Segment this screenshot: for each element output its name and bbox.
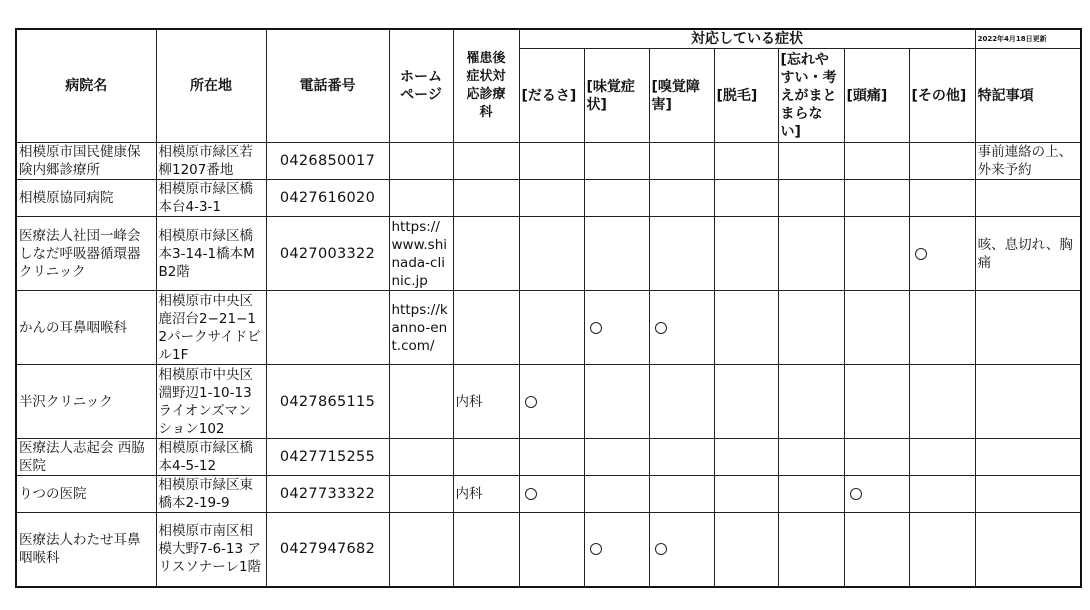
symptom-cell bbox=[778, 180, 844, 217]
symptom-cell bbox=[909, 291, 975, 365]
header-symptom: [頭痛] bbox=[844, 49, 909, 143]
symptom-cell bbox=[584, 180, 649, 217]
symptom-cell bbox=[649, 439, 714, 476]
department bbox=[453, 180, 519, 217]
hospital-name: 半沢クリニック bbox=[16, 365, 156, 439]
symptom-cell bbox=[844, 143, 909, 180]
phone: 0427947682 bbox=[266, 513, 389, 587]
notes bbox=[975, 365, 1081, 439]
header-notes: 特記事項 bbox=[975, 49, 1081, 143]
department: 内科 bbox=[453, 476, 519, 513]
symptom-cell bbox=[844, 513, 909, 587]
department bbox=[453, 513, 519, 587]
table-row bbox=[16, 143, 1081, 180]
symptom-cell bbox=[519, 143, 584, 180]
notes bbox=[975, 291, 1081, 365]
header-symptoms-group: 対応している症状 bbox=[519, 29, 975, 49]
header-symptom: [脱毛] bbox=[714, 49, 778, 143]
address: 相模原市南区相模大野7-6-13 アリスソナーレ1階 bbox=[156, 513, 266, 587]
header-address: 所在地 bbox=[156, 29, 266, 143]
department bbox=[453, 143, 519, 180]
symptom-cell bbox=[778, 217, 844, 291]
symptom-cell bbox=[584, 291, 649, 365]
address: 相模原市緑区橋本4-5-12 bbox=[156, 439, 266, 476]
department: 内科 bbox=[453, 365, 519, 439]
department bbox=[453, 291, 519, 365]
symptom-cell bbox=[519, 291, 584, 365]
homepage-url bbox=[389, 143, 453, 180]
hospital-name: かんの耳鼻咽喉科 bbox=[16, 291, 156, 365]
header-after-treatment: 罹患後 症状対 応診療 科 bbox=[453, 29, 519, 143]
hospital-name: りつの医院 bbox=[16, 476, 156, 513]
homepage-url bbox=[389, 365, 453, 439]
symptom-cell bbox=[909, 439, 975, 476]
header-symptom: [だるさ] bbox=[519, 49, 584, 143]
symptom-cell bbox=[714, 143, 778, 180]
symptom-cell bbox=[714, 476, 778, 513]
address: 相模原市中央区鹿沼台2−21−12パークサイドビル1F bbox=[156, 291, 266, 365]
symptom-cell bbox=[778, 291, 844, 365]
table-row bbox=[16, 365, 1081, 439]
address: 相模原市緑区橋本台4-3-1 bbox=[156, 180, 266, 217]
symptom-cell bbox=[909, 513, 975, 587]
symptom-cell bbox=[519, 365, 584, 439]
symptom-cell bbox=[909, 476, 975, 513]
symptom-cell bbox=[844, 217, 909, 291]
symptom-cell bbox=[909, 143, 975, 180]
symptom-cell bbox=[584, 439, 649, 476]
table-row bbox=[16, 291, 1081, 365]
symptom-cell bbox=[519, 439, 584, 476]
circle-mark-icon bbox=[655, 322, 667, 334]
symptom-cell bbox=[519, 217, 584, 291]
symptom-cell bbox=[778, 476, 844, 513]
symptom-cell bbox=[649, 513, 714, 587]
notes bbox=[975, 439, 1081, 476]
symptom-cell bbox=[714, 217, 778, 291]
symptom-cell bbox=[909, 217, 975, 291]
table-row bbox=[16, 180, 1081, 217]
table-row bbox=[16, 476, 1081, 513]
phone: 0427616020 bbox=[266, 180, 389, 217]
phone: 0427003322 bbox=[266, 217, 389, 291]
header-hospital: 病院名 bbox=[16, 29, 156, 143]
symptom-cell bbox=[584, 217, 649, 291]
clinic-table bbox=[15, 28, 1082, 588]
symptom-cell bbox=[844, 365, 909, 439]
header-symptom: [味覚症状] bbox=[584, 49, 649, 143]
homepage-url bbox=[389, 439, 453, 476]
header-phone: 電話番号 bbox=[266, 29, 389, 143]
phone: 0426850017 bbox=[266, 143, 389, 180]
hospital-name: 医療法人社団一峰会 しなだ呼吸器循環器クリニック bbox=[16, 217, 156, 291]
symptom-cell bbox=[584, 476, 649, 513]
notes bbox=[975, 180, 1081, 217]
circle-mark-icon bbox=[915, 248, 927, 260]
symptom-cell bbox=[584, 513, 649, 587]
symptom-cell bbox=[909, 180, 975, 217]
address: 相模原市緑区若柳1207番地 bbox=[156, 143, 266, 180]
hospital-name: 相模原協同病院 bbox=[16, 180, 156, 217]
homepage-url bbox=[389, 180, 453, 217]
symptom-cell bbox=[714, 291, 778, 365]
address: 相模原市緑区橋本3-14-1橋本MB2階 bbox=[156, 217, 266, 291]
symptom-cell bbox=[714, 365, 778, 439]
symptom-cell bbox=[584, 365, 649, 439]
symptom-cell bbox=[778, 365, 844, 439]
circle-mark-icon bbox=[655, 543, 667, 555]
symptom-cell bbox=[649, 365, 714, 439]
header-homepage: ホーム ページ bbox=[389, 29, 453, 143]
hospital-name: 相模原市国民健康保険内郷診療所 bbox=[16, 143, 156, 180]
table-row bbox=[16, 217, 1081, 291]
symptom-cell bbox=[584, 143, 649, 180]
homepage-url[interactable]: https://www.shinada-clinic.jp bbox=[389, 217, 453, 291]
address: 相模原市中央区淵野辺1-10-13ライオンズマンション102 bbox=[156, 365, 266, 439]
circle-mark-icon bbox=[525, 488, 537, 500]
phone: 0427733322 bbox=[266, 476, 389, 513]
notes bbox=[975, 513, 1081, 587]
symptom-cell bbox=[649, 217, 714, 291]
symptom-cell bbox=[714, 513, 778, 587]
circle-mark-icon bbox=[525, 396, 537, 408]
notes bbox=[975, 476, 1081, 513]
phone bbox=[266, 291, 389, 365]
hospital-name: 医療法人わたせ耳鼻咽喉科 bbox=[16, 513, 156, 587]
symptom-cell bbox=[649, 476, 714, 513]
homepage-url bbox=[389, 513, 453, 587]
circle-mark-icon bbox=[850, 488, 862, 500]
notes: 咳、息切れ、胸痛 bbox=[975, 217, 1081, 291]
phone: 0427715255 bbox=[266, 439, 389, 476]
header-symptom: [その他] bbox=[909, 49, 975, 143]
symptom-cell bbox=[844, 180, 909, 217]
symptom-cell bbox=[714, 180, 778, 217]
update-date: 2022年4月18日更新 bbox=[975, 29, 1081, 49]
header-symptom: [嗅覚障害] bbox=[649, 49, 714, 143]
symptom-cell bbox=[714, 439, 778, 476]
symptom-cell bbox=[909, 365, 975, 439]
symptom-cell bbox=[844, 439, 909, 476]
symptom-cell bbox=[778, 513, 844, 587]
department bbox=[453, 217, 519, 291]
circle-mark-icon bbox=[590, 322, 602, 334]
symptom-cell bbox=[519, 476, 584, 513]
symptom-cell bbox=[649, 180, 714, 217]
homepage-url bbox=[389, 476, 453, 513]
symptom-cell bbox=[519, 180, 584, 217]
symptom-cell bbox=[844, 291, 909, 365]
symptom-cell bbox=[649, 143, 714, 180]
department bbox=[453, 439, 519, 476]
symptom-cell bbox=[844, 476, 909, 513]
symptom-cell bbox=[778, 439, 844, 476]
table-row bbox=[16, 513, 1081, 587]
notes: 事前連絡の上、外来予約 bbox=[975, 143, 1081, 180]
symptom-cell bbox=[778, 143, 844, 180]
hospital-name: 医療法人志起会 西脇医院 bbox=[16, 439, 156, 476]
header-symptom: [忘れやすい・考えがまとまらない] bbox=[778, 49, 844, 143]
symptom-cell bbox=[649, 291, 714, 365]
table-row bbox=[16, 439, 1081, 476]
homepage-url[interactable]: https://kanno-ent.com/ bbox=[389, 291, 453, 365]
phone: 0427865115 bbox=[266, 365, 389, 439]
circle-mark-icon bbox=[590, 543, 602, 555]
symptom-cell bbox=[519, 513, 584, 587]
address: 相模原市緑区東橋本2-19-9 bbox=[156, 476, 266, 513]
